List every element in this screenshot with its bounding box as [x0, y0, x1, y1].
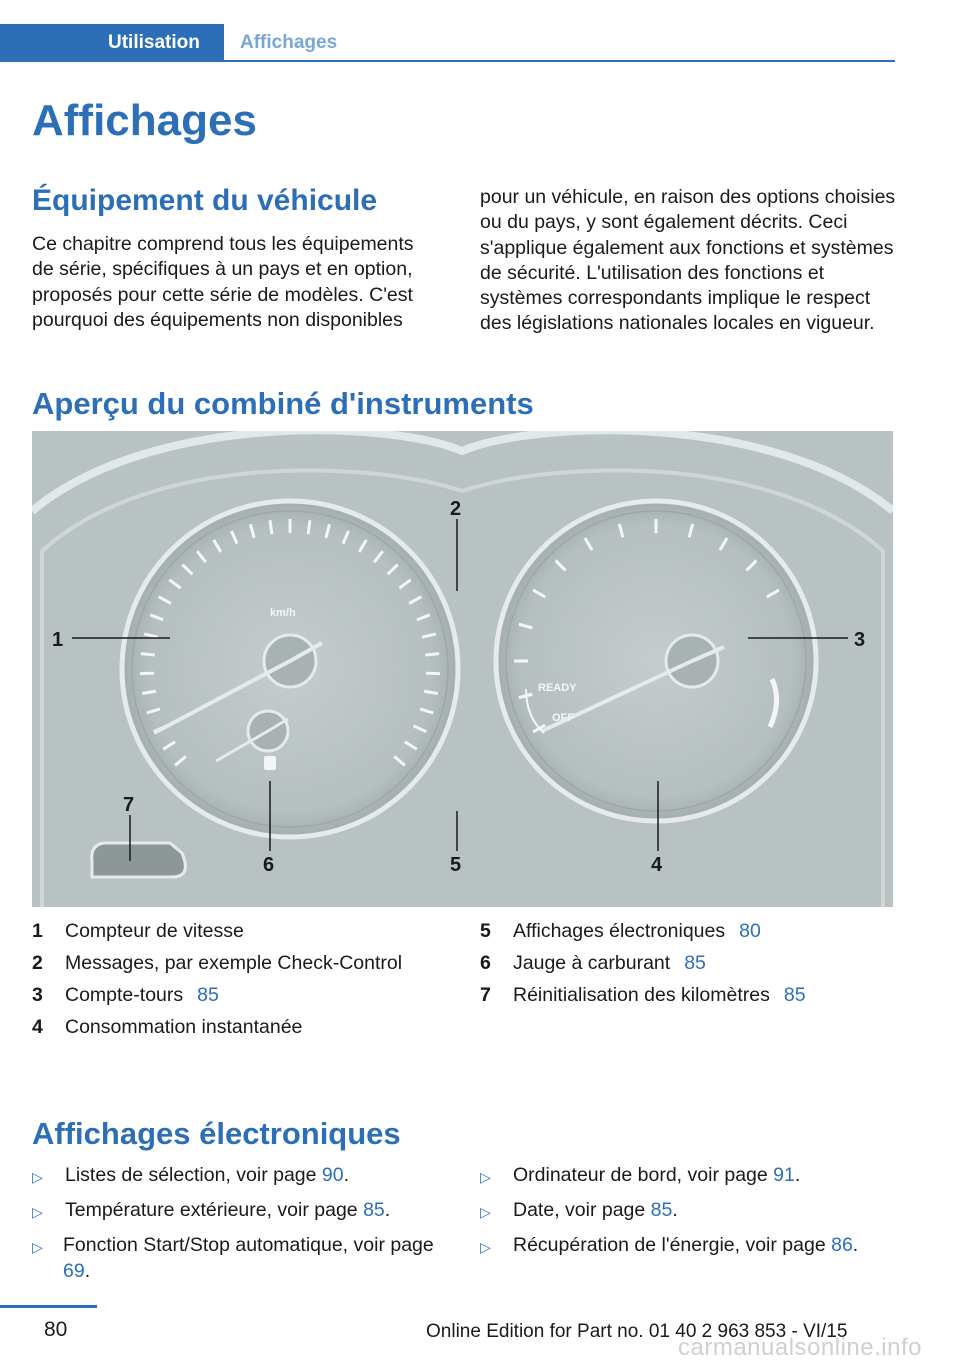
footer-rule: [0, 1305, 97, 1308]
dial-tick: [308, 520, 310, 534]
dial-tick: [141, 654, 155, 655]
page-link[interactable]: 90: [321, 1164, 344, 1186]
list-item: ▷ Date, voir page 85.: [480, 1197, 900, 1225]
list-item: ▷ Récupération de l'énergie, voir page 86.: [480, 1232, 900, 1260]
page-link[interactable]: 69: [63, 1260, 85, 1282]
legend-item: 7 Réinitialisation des kilomètres 85: [480, 979, 806, 1011]
ready-label: READY: [538, 682, 577, 694]
overview-section-title: Aperçu du combiné d'instruments: [32, 386, 534, 421]
legend-right: [480, 915, 806, 1011]
callout-5: 5: [450, 854, 462, 876]
bullet-triangle-icon: ▷: [32, 1239, 43, 1255]
bullets-left: [32, 1162, 442, 1291]
dial-tick: [270, 520, 272, 534]
legend-item: 1 Compteur de vitesse: [32, 920, 244, 942]
page-link[interactable]: 85: [684, 952, 706, 974]
list-item: ▷ Ordinateur de bord, voir page 91.: [480, 1162, 900, 1190]
speedometer-dial: [122, 501, 458, 837]
page-link[interactable]: 85: [650, 1199, 673, 1221]
callout-2: 2: [450, 498, 462, 520]
header-tab-utilisation[interactable]: Utilisation: [0, 24, 224, 62]
vehicle-paragraph-right: pour un véhicule, en raison des options choisies ou du pays, y sont également décrits. Ceci s'applique également aux fonctions et systèmes de sécurité. L'utilisation des fonctions et systèmes correspondants implique le respect des législations nationales locales en vigueur.: [480, 186, 896, 335]
page-link[interactable]: 86: [831, 1234, 853, 1256]
bullet-triangle-icon: ▷: [480, 1204, 491, 1220]
bullet-triangle-icon: ▷: [480, 1239, 491, 1255]
callout-6: 6: [263, 854, 275, 876]
callout-7: 7: [123, 794, 135, 816]
bullet-triangle-icon: ▷: [32, 1204, 43, 1220]
page-link[interactable]: 85: [783, 984, 806, 1006]
bullet-triangle-icon: ▷: [32, 1169, 43, 1185]
page-link[interactable]: 85: [363, 1199, 385, 1221]
callout-1: 1: [52, 629, 64, 651]
instrument-cluster-figure: [32, 431, 893, 907]
callout-3: 3: [854, 629, 866, 651]
electronic-section-title: Affichages électroniques: [32, 1116, 401, 1151]
page-number: 80: [44, 1318, 68, 1341]
header-tab-affichages[interactable]: Affichages: [240, 32, 338, 53]
fuel-pump-icon: [264, 756, 276, 770]
vehicle-section-title: Équipement du véhicule: [32, 184, 378, 217]
list-item: ▷ Listes de sélection, voir page 90.: [32, 1162, 442, 1190]
legend-item: 5 Affichages électroniques 80: [480, 915, 806, 947]
instrument-cluster-illustration: [32, 431, 893, 907]
list-item: ▷ Température extérieure, voir page 85.: [32, 1197, 442, 1225]
vehicle-paragraph-left: Ce chapitre comprend tous les équipements de série, spécifiques à un pays et en option, proposés pour cette série de modèles. C'est pourquoi des équipements non disponibles: [32, 233, 414, 331]
callout-4: 4: [651, 854, 663, 876]
page-title: Affichages: [32, 96, 257, 145]
legend-item: 3 Compte-tours 85: [32, 979, 402, 1011]
page-link[interactable]: 85: [197, 984, 219, 1006]
legend-item: 2 Messages, par exemple Check-Control: [32, 952, 403, 974]
dial-tick: [425, 654, 439, 655]
page-link[interactable]: 80: [739, 920, 761, 942]
bullets-right: [480, 1162, 900, 1267]
off-label: OFF: [552, 712, 574, 724]
page-link[interactable]: 91: [773, 1164, 795, 1186]
page-header: [0, 24, 895, 62]
tachometer-dial: [496, 501, 816, 821]
speedo-unit-label: km/h: [270, 607, 296, 619]
bullet-triangle-icon: ▷: [480, 1169, 491, 1185]
watermark: carmanualsonline.info: [678, 1334, 922, 1361]
legend-left: [32, 915, 402, 1043]
legend-item: 6 Jauge à carburant 85: [480, 947, 806, 979]
edition-text: Online Edition for Part no. 01 40 2 963 853 - VI/15: [426, 1321, 848, 1342]
legend-item: 4 Consommation instantanée: [32, 1016, 303, 1038]
list-item: ▷ Fonction Start/Stop automatique, voir page 69.: [32, 1234, 434, 1282]
trip-reset-button: [92, 843, 186, 877]
